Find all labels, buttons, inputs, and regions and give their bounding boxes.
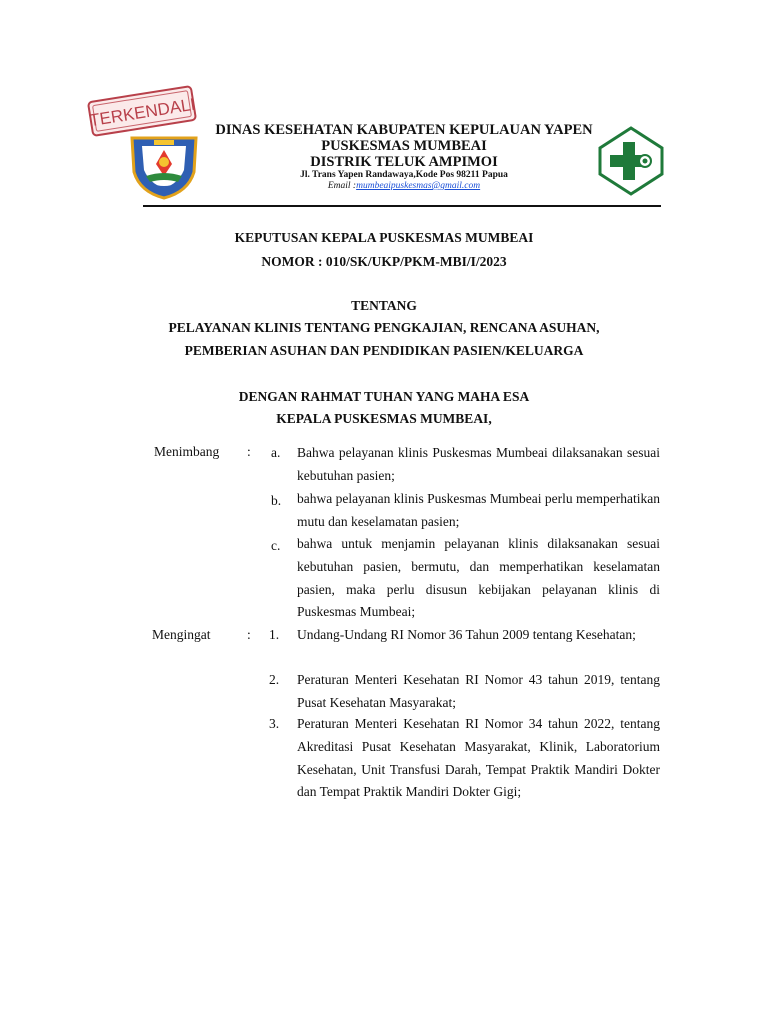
- header-district: DISTRIK TELUK AMPIMOI: [310, 154, 498, 170]
- mengingat-label: Mengingat: [152, 627, 211, 642]
- decree-title: KEPUTUSAN KEPALA PUSKESMAS MUMBEAI: [234, 230, 534, 245]
- mengingat-item-3: Peraturan Menteri Kesehatan RI Nomor 34 tahun 2022, tentang Akreditasi Pusat Kesehatan Masyarakat, Klinik, Laboratorium Kesehatan, Unit Transfusi Darah, Tempat Praktik Mandiri Dokter dan Tempat Praktik Mandiri Dokter Gigi;: [297, 716, 660, 800]
- email-label: Email :: [327, 181, 357, 191]
- mengingat-mark-3: 3.: [269, 716, 280, 731]
- subject-line-2: PEMBERIAN ASUHAN DAN PENDIDIKAN PASIEN/KELUARGA: [184, 343, 584, 358]
- email-link[interactable]: mumbeaipuskesmas@gmail.com: [356, 181, 481, 191]
- menimbang-mark-c: c.: [271, 538, 281, 553]
- header-divider: [143, 205, 661, 207]
- menimbang-item-b: bahwa pelayanan klinis Puskesmas Mumbeai perlu memperhatikan mutu dan keselamatan pasien;: [297, 491, 660, 529]
- menimbang-mark-b: b.: [271, 493, 282, 508]
- decree-number: NOMOR : 010/SK/UKP/PKM-MBI/I/2023: [261, 254, 507, 269]
- menimbang-item-a: Bahwa pelayanan klinis Puskesmas Mumbeai dilaksanakan sesuai kebutuhan pasien;: [297, 445, 660, 483]
- subject-line-1: PELAYANAN KLINIS TENTANG PENGKAJIAN, RENCANA ASUHAN,: [168, 320, 600, 335]
- stamp-text: TERKENDALI: [88, 94, 197, 131]
- header-agency: DINAS KESEHATAN KABUPATEN KEPULAUAN YAPEN: [215, 122, 593, 138]
- menimbang-item-c: bahwa untuk menjamin pelayanan klinis dilaksanakan sesuai kebutuhan pasien, bermutu, dan memperhatikan keselamatan pasien, maka perlu disusun kebijakan pelayanan klinis di Puskesmas Mumbeai;: [297, 536, 660, 620]
- menimbang-label: Menimbang: [154, 444, 220, 459]
- mengingat-item-1: Undang-Undang RI Nomor 36 Tahun 2009 tentang Kesehatan;: [297, 627, 636, 642]
- header-puskesmas: PUSKESMAS MUMBEAI: [321, 138, 487, 154]
- head-line: KEPALA PUSKESMAS MUMBEAI,: [276, 411, 492, 426]
- mengingat-colon: :: [247, 627, 251, 642]
- header-email-line: [200, 181, 608, 191]
- about-heading: TENTANG: [351, 298, 417, 313]
- mengingat-mark-1: 1.: [269, 627, 280, 642]
- terkendali-stamp: [86, 84, 199, 138]
- mengingat-item-2: Peraturan Menteri Kesehatan RI Nomor 43 tahun 2019, tentang Pusat Kesehatan Masyarakat;: [297, 672, 660, 710]
- mengingat-mark-2: 2.: [269, 672, 280, 687]
- menimbang-colon: :: [247, 444, 251, 459]
- grace-line: DENGAN RAHMAT TUHAN YANG MAHA ESA: [238, 389, 530, 404]
- puskesmas-logo-icon: [598, 126, 664, 196]
- menimbang-mark-a: a.: [271, 445, 281, 460]
- yapen-regency-emblem-icon: [128, 132, 200, 200]
- header-address: Jl. Trans Yapen Randawaya,Kode Pos 98211 Papua: [300, 170, 508, 180]
